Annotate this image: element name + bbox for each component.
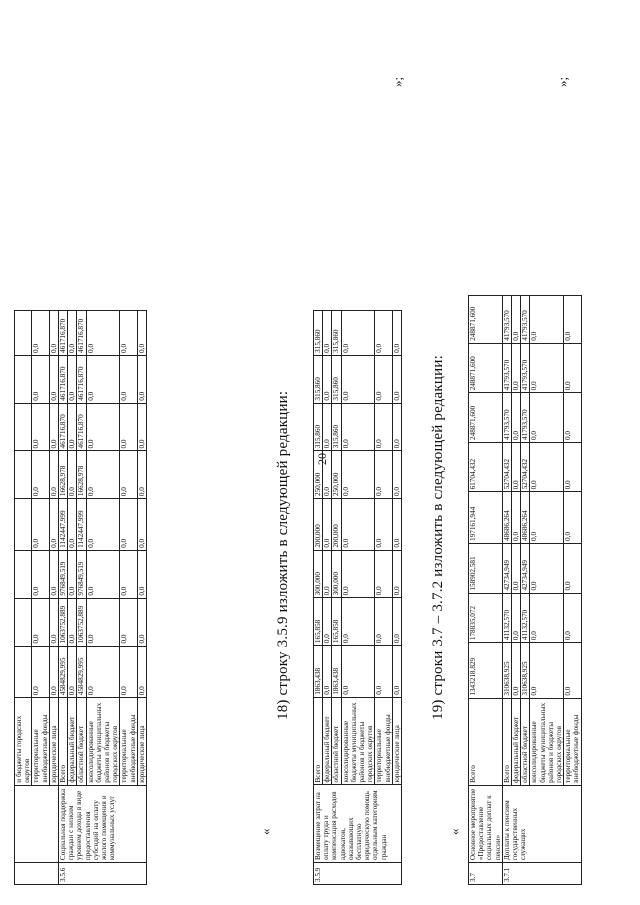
value-cell: 0,0 [32,550,49,598]
value-cell: 0,0 [564,442,581,491]
open-quote-18: « [258,828,273,835]
value-cell: 0,0 [120,550,137,598]
value-cell: 0,0 [323,451,332,499]
source-label: консолидированные бюджеты муниципальных районов и бюджеты городских округов [530,698,564,785]
value-cell: 0,0 [375,499,392,551]
value-cell: 0,0 [375,451,392,499]
value-cell: 0,0 [86,550,120,598]
value-cell: 0,0 [512,593,521,643]
value-cell: 0,0 [375,550,392,598]
source-label: Всего [469,698,503,785]
value-cell: 0,0 [49,451,58,499]
value-cell: 0,0 [392,451,401,499]
page-number: 20 [315,453,329,465]
row-3-5-9-number: 3.5.9 [314,863,402,885]
value-cell: 0,0 [68,598,77,646]
value-cell: 0,0 [512,296,521,344]
value-cell: 197161,944 [469,492,503,544]
value-cell: 0,0 [32,646,49,698]
value-cell: 0,0 [68,311,77,356]
value-cell: 315,860 [314,403,323,451]
value-cell: 165,858 [314,598,323,646]
value-cell: 41793,570 [521,296,530,344]
value-cell [15,499,32,551]
value-cell: 1063752,889 [77,598,86,646]
value-cell: 16628,978 [77,451,86,499]
value-cell: 0,0 [68,451,77,499]
value-cell: 0,0 [375,311,392,356]
value-cell: 0,0 [86,311,120,356]
value-cell: 461716,870 [59,403,68,451]
value-cell: 461716,870 [59,311,68,356]
value-cell: 200,000 [332,499,341,551]
value-cell: 0,0 [32,311,49,356]
value-cell: 0,0 [564,343,581,393]
value-cell: 310638,925 [502,643,511,699]
value-cell: 0,0 [530,393,564,443]
value-cell: 461716,870 [77,355,86,403]
value-cell: 0,0 [323,550,332,598]
value-cell: 0,0 [564,643,581,699]
value-cell: 0,0 [341,451,375,499]
value-cell: 0,0 [68,355,77,403]
value-cell: 41793,570 [502,343,511,393]
value-cell: 0,0 [49,403,58,451]
value-cell [15,451,32,499]
value-cell: 0,0 [341,646,375,698]
value-cell: 0,0 [49,355,58,403]
value-cell: 0,0 [86,499,120,551]
value-cell: 310638,925 [521,643,530,699]
value-cell [15,550,32,598]
value-cell: 0,0 [530,343,564,393]
row-3-7-number: 3.7 [469,863,503,885]
value-cell: 0,0 [49,598,58,646]
value-cell: 0,0 [120,403,137,451]
empty-name [15,785,59,862]
value-cell: 976849,519 [77,550,86,598]
value-cell: 0,0 [564,543,581,593]
row-3-5-9-row [314,311,323,885]
source-label: территориальные внебюджетные фонды [32,698,49,785]
end-mark-18: »; [390,76,405,87]
row-3-7-1-number: 3.7.1 [502,863,581,885]
value-cell: 0,0 [341,311,375,356]
value-cell: 42734,949 [521,543,530,593]
value-cell: 0,0 [323,403,332,451]
empty-number [15,863,59,885]
value-cell: 0,0 [68,646,77,698]
value-cell: 0,0 [564,393,581,443]
value-cell: 1863,438 [332,646,341,698]
value-cell: 0,0 [375,355,392,403]
value-cell: 41793,570 [521,393,530,443]
value-cell: 0,0 [137,646,146,698]
value-cell: 0,0 [120,646,137,698]
value-cell: 315,860 [314,311,323,356]
value-cell: 0,0 [512,343,521,393]
value-cell: 0,0 [392,311,401,356]
value-cell: 1142447,999 [59,499,68,551]
value-cell: 48686,264 [521,492,530,544]
continuation-row [15,311,32,885]
value-cell: 0,0 [564,593,581,643]
source-label: консолидированные бюджеты муниципальных районов и бюджеты городских округов [341,697,375,785]
value-cell: 0,0 [375,646,392,698]
row-3-5-6-number: 3.5.6 [59,863,147,885]
value-cell: 0,0 [323,598,332,646]
source-label: юридические лица [137,698,146,785]
source-label: территориальные внебюджетные фонды [375,697,392,785]
source-label: областной бюджет [521,698,530,785]
value-cell: 0,0 [86,451,120,499]
value-cell: 0,0 [392,403,401,451]
value-cell: 1142447,999 [77,499,86,551]
value-cell: 250,000 [314,451,323,499]
value-cell: 0,0 [32,355,49,403]
value-cell: 248871,600 [469,296,503,344]
source-label: юридические лица [49,698,58,785]
value-cell: 0,0 [512,492,521,544]
open-quote-19: « [447,828,462,835]
value-cell: 41132,570 [502,593,511,643]
value-cell: 41793,570 [521,343,530,393]
value-cell: 300,000 [314,550,323,598]
value-cell: 0,0 [68,403,77,451]
value-cell: 0,0 [49,646,58,698]
source-label: Всего [314,697,323,785]
value-cell [15,311,32,356]
row-3-5-6-name: Социальная поддержка граждан с низким уровнем дохода в виде предоставления субсидий на оплату жилого помещения и коммунальных услуг [59,785,147,862]
value-cell: 0,0 [530,593,564,643]
value-cell: 0,0 [392,598,401,646]
row-3-5-9-name: Возмещение затрат на оплату труда и компенсация расходов адвокатов, оказывающих бесплатную юридическую помощь отдельным категориям граждан [314,785,402,863]
value-cell: 0,0 [323,355,332,403]
source-label: Всего [502,698,511,785]
value-cell: 0,0 [341,550,375,598]
value-cell: 165,858 [332,598,341,646]
value-cell: 0,0 [137,598,146,646]
value-cell: 1343218,829 [469,643,503,699]
value-cell [15,355,32,403]
value-cell: 16628,978 [59,451,68,499]
row-3-7-1-name: Доплаты к пенсиям государственных служащих [502,785,581,862]
value-cell: 0,0 [512,393,521,443]
value-cell: 0,0 [323,499,332,551]
value-cell: 48686,264 [502,492,511,544]
value-cell: 315,860 [332,355,341,403]
value-cell: 248871,600 [469,343,503,393]
value-cell: 0,0 [375,598,392,646]
value-cell: 41793,570 [502,393,511,443]
value-cell: 0,0 [341,499,375,551]
value-cell: 315,860 [332,403,341,451]
value-cell: 0,0 [564,492,581,544]
source-label: федеральный бюджет [68,698,77,785]
value-cell: 976849,519 [59,550,68,598]
value-cell: 0,0 [137,311,146,356]
value-cell: 0,0 [392,355,401,403]
value-cell: 0,0 [32,598,49,646]
value-cell: 0,0 [49,499,58,551]
value-cell: 0,0 [120,355,137,403]
value-cell: 0,0 [530,643,564,699]
value-cell: 0,0 [137,355,146,403]
value-cell: 0,0 [375,403,392,451]
value-cell: 0,0 [341,355,375,403]
source-label: областной бюджет [77,698,86,785]
value-cell: 41793,570 [502,296,511,344]
value-cell: 178835,072 [469,593,503,643]
value-cell: 200,000 [314,499,323,551]
value-cell: 0,0 [120,451,137,499]
value-cell: 0,0 [68,499,77,551]
row-3-7 [469,296,503,885]
value-cell: 0,0 [564,296,581,344]
source-label: федеральный бюджет [323,697,332,785]
value-cell: 0,0 [323,311,332,356]
value-cell: 0,0 [137,451,146,499]
value-cell [15,646,32,698]
value-cell: 0,0 [530,442,564,491]
value-cell: 0,0 [86,646,120,698]
value-cell: 0,0 [137,403,146,451]
value-cell: 52704,432 [502,442,511,491]
value-cell: 158902,581 [469,543,503,593]
source-label: федеральный бюджет [512,698,521,785]
value-cell: 61704,432 [469,442,503,491]
value-cell: 41132,570 [521,593,530,643]
value-cell: 4584829,995 [59,646,68,698]
value-cell: 0,0 [512,543,521,593]
value-cell: 250,000 [332,451,341,499]
value-cell: 315,860 [314,355,323,403]
source-label: территориальные внебюджетные фонды [564,698,581,785]
value-cell: 0,0 [392,499,401,551]
value-cell: 461716,870 [59,355,68,403]
value-cell [15,403,32,451]
value-cell: 0,0 [120,598,137,646]
value-cell: 0,0 [341,403,375,451]
value-cell: 42734,949 [502,543,511,593]
value-cell: 0,0 [120,311,137,356]
end-mark-19: »; [555,76,570,87]
table-3-7 [468,295,582,885]
value-cell: 0,0 [392,550,401,598]
value-cell: 0,0 [137,499,146,551]
value-cell: 461716,870 [77,403,86,451]
value-cell: 0,0 [32,451,49,499]
value-cell: 0,0 [120,499,137,551]
value-cell: 0,0 [512,643,521,699]
value-cell: 0,0 [86,403,120,451]
value-cell: 248871,600 [469,393,503,443]
value-cell: 4584829,995 [77,646,86,698]
value-cell: 0,0 [530,492,564,544]
table-3-5-6 [14,310,147,885]
row-3-7-1-row [502,296,511,885]
value-cell: 52704,432 [521,442,530,491]
value-cell: 461716,870 [77,311,86,356]
value-cell: 0,0 [137,550,146,598]
value-cell: 0,0 [512,442,521,491]
value-cell: 315,860 [332,311,341,356]
value-cell: 0,0 [32,499,49,551]
value-cell: 0,0 [32,403,49,451]
value-cell: 1063752,889 [59,598,68,646]
value-cell: 0,0 [323,646,332,698]
value-cell: 0,0 [341,598,375,646]
value-cell: 1863,438 [314,646,323,698]
value-cell: 0,0 [86,355,120,403]
value-cell: 0,0 [530,543,564,593]
value-cell: 0,0 [392,646,401,698]
source-label: консолидированные бюджеты муниципальных районов и бюджеты городских округов [86,698,120,785]
table-3-5-9 [313,310,402,885]
heading-19: 19) строки 3.7 – 3.7.2 изложить в следующей редакции: [430,355,446,720]
source-label: территориальные внебюджетные фонды [120,698,137,785]
value-cell: 0,0 [49,311,58,356]
row-3-5-6-row [59,311,68,885]
source-label: и бюджеты городских округов [15,698,32,785]
source-label: Всего [59,698,68,785]
value-cell: 0,0 [86,598,120,646]
row-3-7-name: Основное мероприятие «Предоставление социальных доплат к пенсии» [469,785,503,862]
heading-18: 18) строку 3.5.9 изложить в следующей редакции: [275,390,291,720]
source-label: юридические лица [392,697,401,785]
value-cell: 0,0 [68,550,77,598]
value-cell: 0,0 [530,296,564,344]
source-label: областной бюджет [332,697,341,785]
value-cell: 0,0 [49,550,58,598]
value-cell [15,598,32,646]
value-cell: 300,000 [332,550,341,598]
